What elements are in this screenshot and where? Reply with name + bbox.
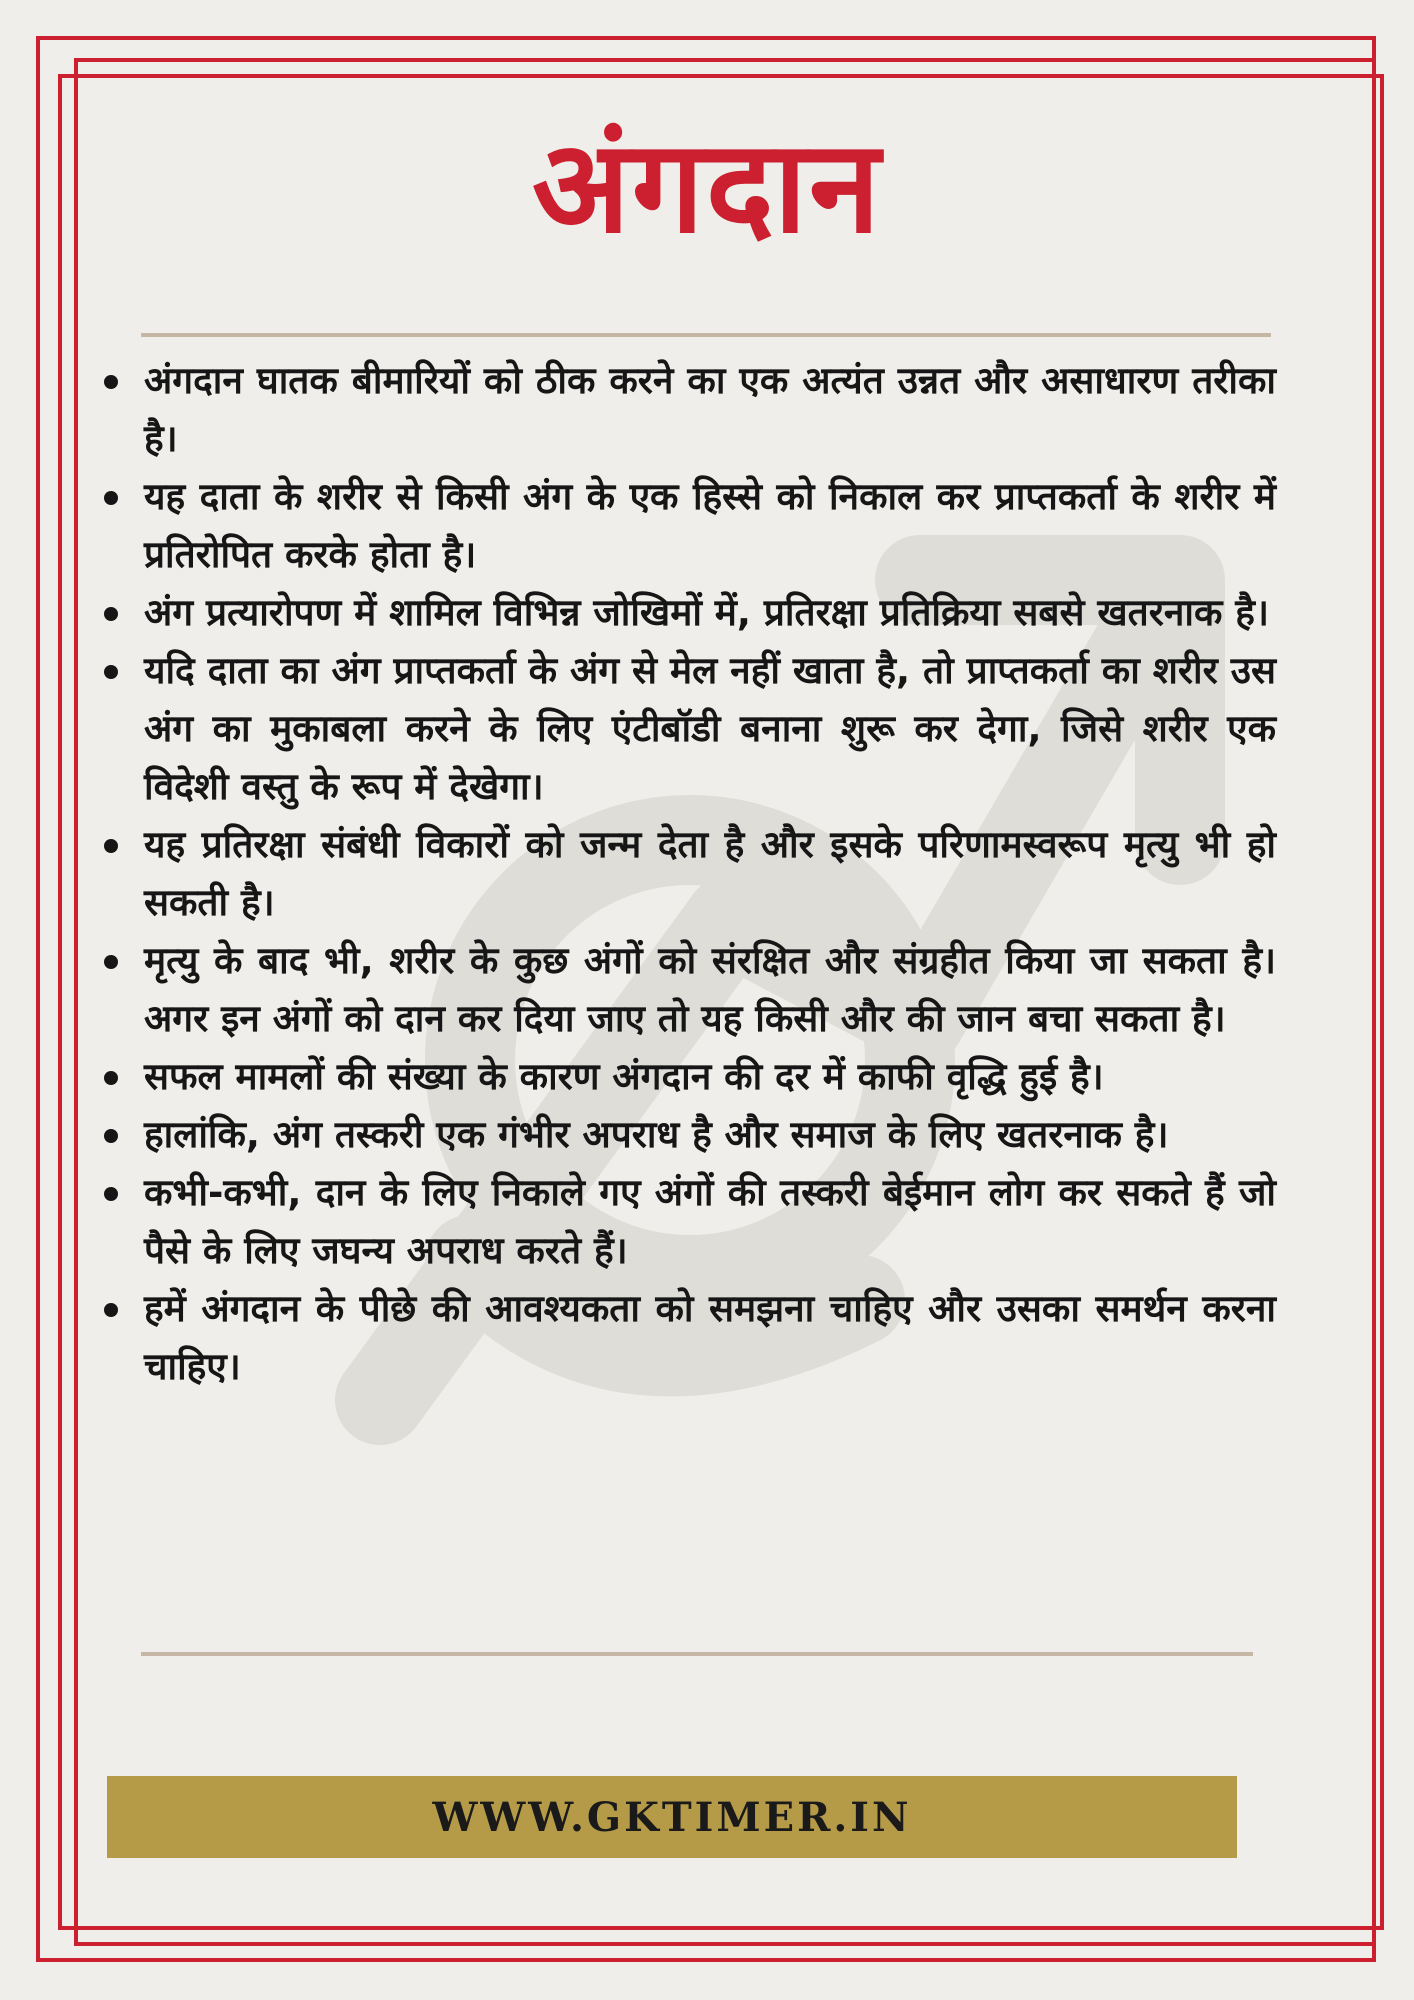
list-item	[96, 352, 1276, 468]
divider-top	[141, 333, 1271, 337]
list-item-text: हालांकि, अंग तस्करी एक गंभीर अपराध है और समाज के लिए खतरनाक है।	[144, 1113, 1169, 1156]
list-item-text: हमें अंगदान के पीछे की आवश्यकता को समझना चाहिए और उसका समर्थन करना चाहिए।	[144, 1287, 1276, 1388]
bullet-icon	[104, 1303, 118, 1317]
website-link[interactable]: WWW.GKTIMER.IN	[432, 1793, 912, 1841]
list-item-text: अंग प्रत्यारोपण में शामिल विभिन्न जोखिमों में, प्रतिरक्षा प्रतिक्रिया सबसे खतरनाक है।	[144, 591, 1269, 634]
list-item-text: कभी-कभी, दान के लिए निकाले गए अंगों की तस्करी बेईमान लोग कर सकते हैं जो पैसे के लिए जघन्य अपराध करते हैं।	[144, 1171, 1276, 1272]
list-item	[96, 1164, 1276, 1280]
list-item-text: सफल मामलों की संख्या के कारण अंगदान की दर में काफी वृद्धि हुई है।	[144, 1055, 1104, 1098]
bullet-icon	[104, 1187, 118, 1201]
list-item	[96, 932, 1276, 1048]
divider-bottom	[141, 1652, 1253, 1656]
list-item	[96, 1106, 1276, 1164]
list-item	[96, 1280, 1276, 1396]
list-item	[96, 816, 1276, 932]
list-item-text: अंगदान घातक बीमारियों को ठीक करने का एक अत्यंत उन्नत और असाधारण तरीका है।	[144, 359, 1276, 460]
bullet-icon	[104, 1129, 118, 1143]
list-item-text: मृत्यु के बाद भी, शरीर के कुछ अंगों को संरक्षित और संग्रहीत किया जा सकता है। अगर इन अंगों को दान कर दिया जाए तो यह किसी और की जान बचा सकता है।	[144, 939, 1276, 1040]
bullet-icon	[104, 955, 118, 969]
list-item	[96, 1048, 1276, 1106]
list-item	[96, 642, 1276, 816]
list-item-text: यह प्रतिरक्षा संबंधी विकारों को जन्म देता है और इसके परिणामस्वरूप मृत्यु भी हो सकती है।	[144, 823, 1276, 924]
bullet-icon	[104, 607, 118, 621]
list-item	[96, 584, 1276, 642]
point-list	[96, 352, 1276, 1396]
list-item-text: यह दाता के शरीर से किसी अंग के एक हिस्से को निकाल कर प्राप्तकर्ता के शरीर में प्रतिरोपित करके होता है।	[144, 475, 1276, 576]
bullet-icon	[104, 665, 118, 679]
bullet-icon	[104, 491, 118, 505]
list-item-text: यदि दाता का अंग प्राप्तकर्ता के अंग से मेल नहीं खाता है, तो प्राप्तकर्ता का शरीर उस अंग का मुकाबला करने के लिए एंटीबॉडी बनाना शुरू कर देगा, जिसे शरीर एक विदेशी वस्तु के रूप में देखेगा।	[144, 649, 1276, 808]
bullet-icon	[104, 839, 118, 853]
bullet-icon	[104, 375, 118, 389]
footer-banner	[107, 1776, 1237, 1858]
bullet-icon	[104, 1071, 118, 1085]
list-item	[96, 468, 1276, 584]
page-title: अंगदान	[531, 113, 883, 262]
